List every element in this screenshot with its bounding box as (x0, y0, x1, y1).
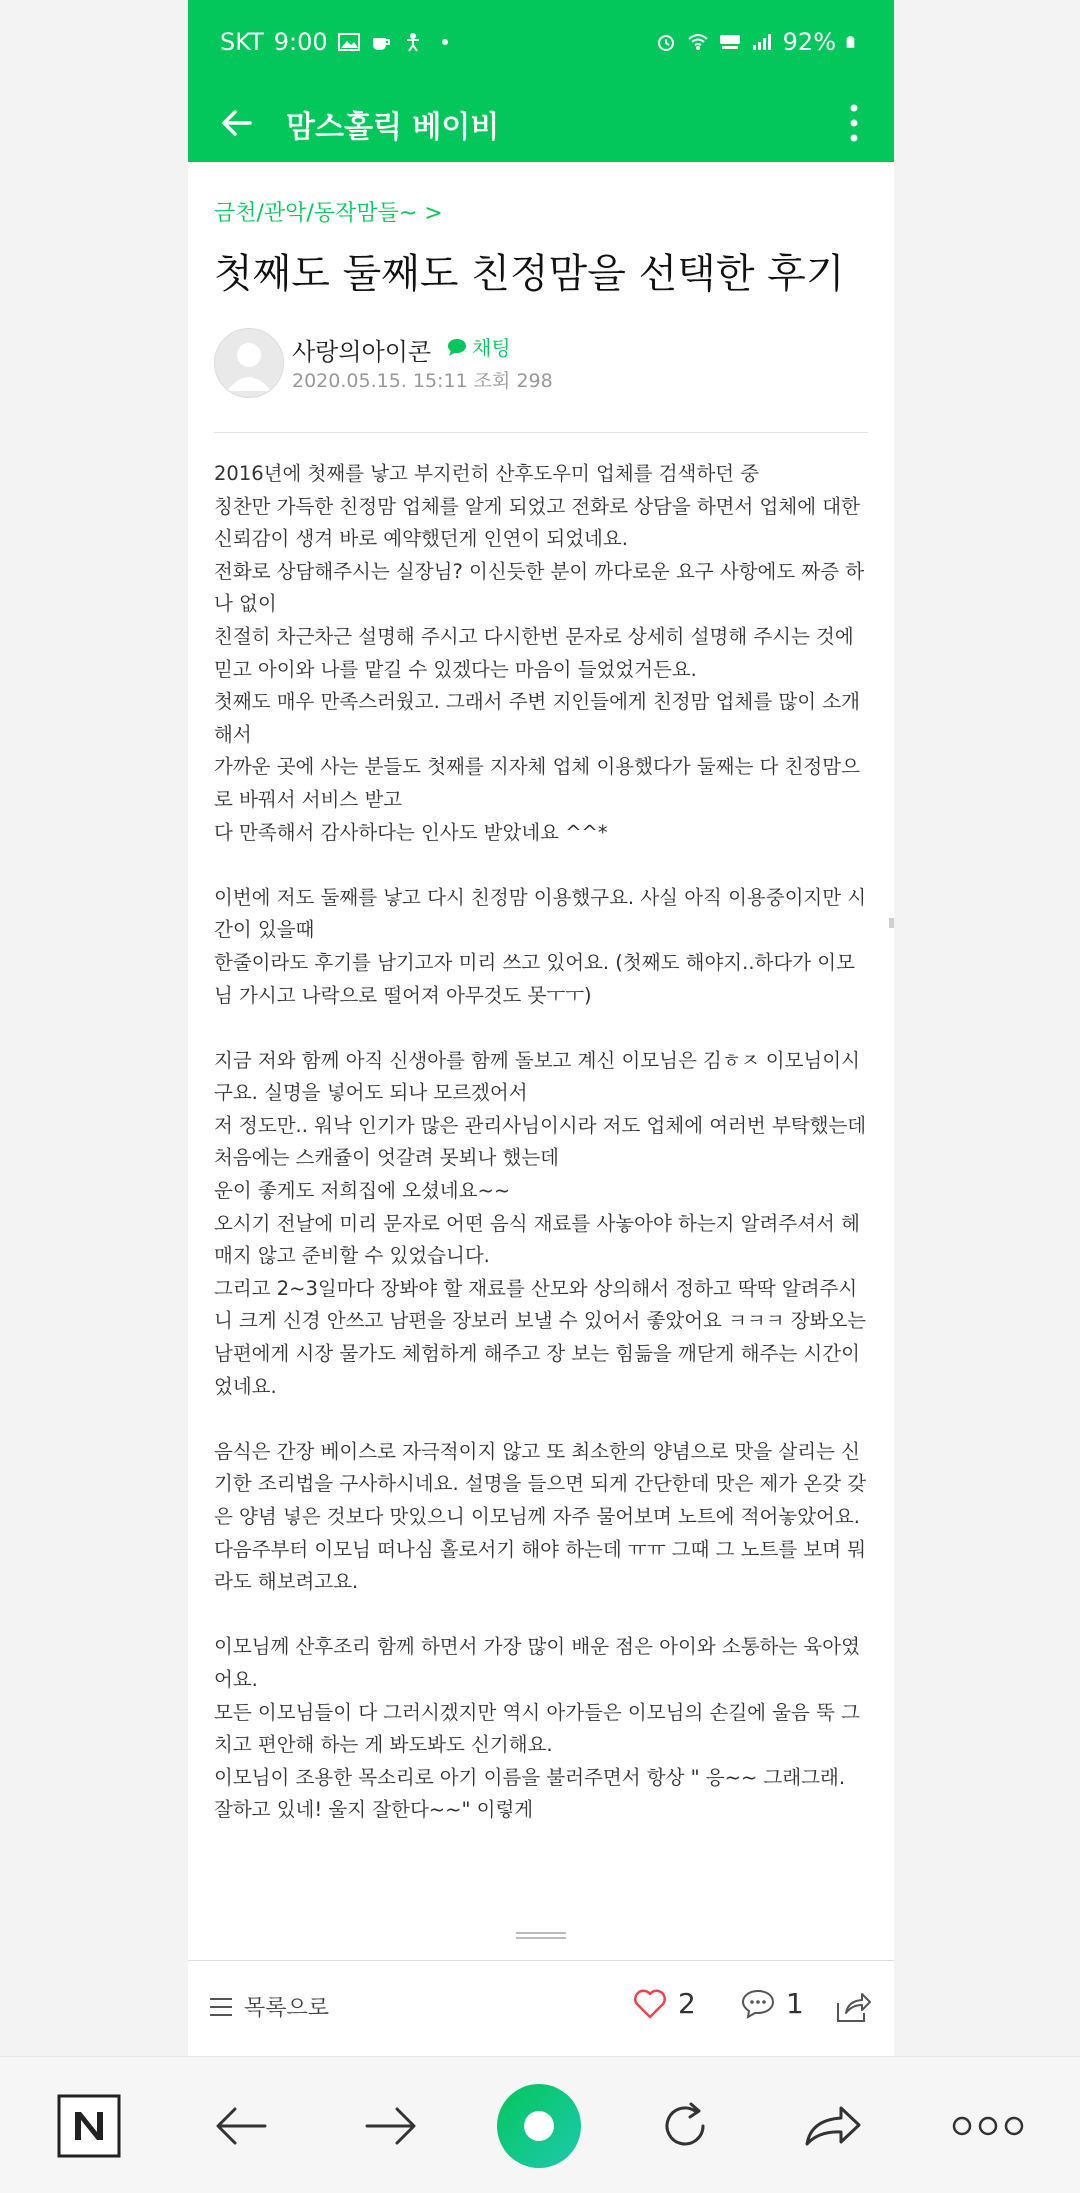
list-icon (208, 1995, 234, 2019)
body-line: 음식은 간장 베이스로 자극적이지 않고 또 최소한의 양념으로 맛을 살리는 신기한 조리법을 구사하시네요. 설명을 들으면 되게 간단한데 맛은 제가 온갖 갖은 양념 넣은 것보다 맛있으니 이모님께 자주 물어보며 노트에 적어놓았어요. (214, 1439, 867, 1528)
body-line: 이모님이 조용한 목소리로 아기 이름을 불러주면서 항상 " 응~~ 그래그래. 잘하고 있네! 울지 잘한다~~" 이렇게 (214, 1765, 846, 1822)
body-line: 칭찬만 가득한 친정맘 업체를 알게 되었고 전화로 상담을 하면서 업체에 대한 (214, 494, 860, 518)
naver-n-icon[interactable] (54, 2091, 124, 2161)
post-action-bar (188, 1960, 894, 2057)
post-content[interactable] (188, 162, 894, 1922)
back-icon[interactable] (206, 2091, 276, 2161)
like-button[interactable] (632, 1987, 696, 2020)
paragraph-gap (214, 849, 868, 882)
back-arrow-icon[interactable] (214, 100, 260, 146)
body-line: 지금 저와 함께 아직 신생아를 함께 돌보고 계신 이모님은 김ㅎㅈ 이모님이시구요. 실명을 넣어도 되나 모르겠어서 (214, 1048, 860, 1105)
body-line: 가까운 곳에 사는 분들도 첫째를 지자체 업체 이용했다가 둘째는 다 친정맘으로 바꿔서 서비스 받고 (214, 755, 860, 811)
body-line: 신뢰감이 생겨 바로 예약했던게 인연이 되었네요. (214, 527, 628, 551)
divider (214, 432, 868, 433)
body-line: 한줄이라도 후기를 남기고자 미리 쓰고 있어요. (첫째도 해야지..하다가 이모님 가시고 나락으로 떨어져 아무것도 못ㅜㅜ) (214, 950, 855, 1007)
reload-icon[interactable] (650, 2091, 720, 2161)
app-title: 맘스홀릭 베이비 (286, 110, 500, 145)
avatar[interactable] (214, 328, 284, 398)
body-line: 전화로 상담해주시는 실장님? 이신듯한 분이 까다로운 요구 사항에도 짜증 하나 없이 (214, 559, 865, 616)
author-name[interactable]: 사랑의아이콘 (292, 338, 432, 366)
views-count: 298 (516, 370, 553, 392)
body-line: 믿고 아이와 나를 맡길 수 있겠다는 마음이 들었었거든요. (214, 657, 697, 681)
post-body (214, 458, 868, 1827)
back-to-list-label: 목록으로 (244, 1996, 330, 2021)
comment-count: 1 (786, 1987, 804, 2020)
body-line: 이번에 저도 둘째를 낳고 다시 친정맘 이용했구요. 사실 아직 이용중이지만 시간이 있을때 (214, 885, 867, 942)
image-icon (338, 32, 360, 52)
more-vert-icon[interactable] (844, 98, 864, 148)
chat-button[interactable] (446, 332, 511, 361)
chat-bubble-icon (446, 337, 468, 357)
paragraph-gap (214, 1403, 868, 1436)
share-icon[interactable] (832, 1989, 872, 2025)
comment-bubble-icon (740, 1988, 776, 2020)
browser-nav-bar (0, 2056, 1080, 2193)
body-line: 2016년에 첫째를 낳고 부지런히 산후도우미 업체를 검색하던 중 (214, 462, 760, 485)
comment-button[interactable] (740, 1987, 804, 2020)
heart-icon (632, 1988, 668, 2020)
post-title: 첫째도 둘째도 친정맘을 선택한 후기 (214, 251, 845, 297)
body-line: 그리고 2~3일마다 장봐야 할 재료를 산모와 상의해서 정하고 딱딱 알려주시니 크게 신경 안쓰고 남편을 장보러 보낼 수 있어서 좋았어요 ㅋㅋㅋ 장봐오는 남편에게 시장 물가도 체험하게 해주고 장 보는 힘듦을 깨닫게 해주는 시간이었네요. (214, 1276, 867, 1398)
more-icon[interactable] (950, 2091, 1026, 2161)
signal-icon (751, 32, 773, 52)
default-avatar-icon (215, 329, 283, 397)
body-line: 모든 이모님들이 다 그러시겠지만 역시 아가들은 이모님의 손길에 울음 뚝 그치고 편안해 하는 게 봐도봐도 신기해요. (214, 1700, 860, 1757)
body-line: 이모님께 산후조리 함께 하면서 가장 많이 배운 점은 아이와 소통하는 육아였어요. (214, 1635, 860, 1691)
paragraph-gap (214, 1599, 868, 1632)
drag-handle-icon[interactable] (516, 1932, 566, 1939)
body-line: 첫째도 매우 만족스러웠고. 그래서 주변 지인들에게 친정맘 업체를 많이 소개해서 (214, 690, 860, 746)
views-label: 조회 (473, 370, 511, 392)
chat-label: 채팅 (472, 336, 511, 360)
battery-icon (846, 32, 860, 52)
body-line: 운이 좋게도 저희집에 오셨네요~~ (214, 1179, 511, 1203)
time-label: 9:00 (273, 28, 328, 56)
like-count: 2 (678, 1987, 696, 2020)
status-bar (188, 0, 894, 84)
body-line: 오시기 전날에 미리 문자로 어떤 음식 재료를 사놓아야 하는지 알려주셔서 헤매지 않고 준비할 수 있었습니다. (214, 1211, 860, 1268)
alarm-icon (655, 32, 677, 52)
hd-voice-icon (719, 32, 741, 52)
forward-icon[interactable] (356, 2091, 426, 2161)
body-line: 친절히 차근차근 설명해 주시고 다시한번 문자로 상세히 설명해 주시는 것에 (214, 624, 854, 648)
carrier-label: SKT (220, 28, 264, 56)
back-to-list-button[interactable] (208, 1991, 329, 2022)
scrollbar-thumb[interactable] (889, 918, 894, 928)
board-breadcrumb[interactable]: 금천/관악/동작맘들~ > (214, 201, 443, 226)
wifi-icon (687, 32, 709, 52)
app-bar (188, 84, 894, 162)
dot-icon (434, 32, 456, 52)
post-meta (292, 366, 553, 393)
coffee-icon (370, 32, 392, 52)
battery-percent: 92% (782, 28, 836, 56)
home-circle-icon[interactable] (494, 2081, 584, 2171)
post-datetime: 2020.05.15. 15:11 (292, 370, 468, 392)
body-line: 다음주부터 이모님 떠나심 홀로서기 해야 하는데 ㅠㅠ 그때 그 노트를 보며 뭐라도 해보려고요. (214, 1537, 867, 1594)
body-line: 저 정도만.. 워낙 인기가 많은 관리사님이시라 저도 업체에 여러번 부탁했는데 처음에는 스캐쥴이 엇갈려 못뵈나 했는데 (214, 1113, 867, 1170)
share-icon[interactable] (798, 2091, 868, 2161)
paragraph-gap (214, 1012, 868, 1045)
phone-screen (188, 0, 894, 2192)
accessibility-icon (402, 32, 424, 52)
body-line: 다 만족해서 감사하다는 인사도 받았네요 ^^* (214, 820, 608, 844)
